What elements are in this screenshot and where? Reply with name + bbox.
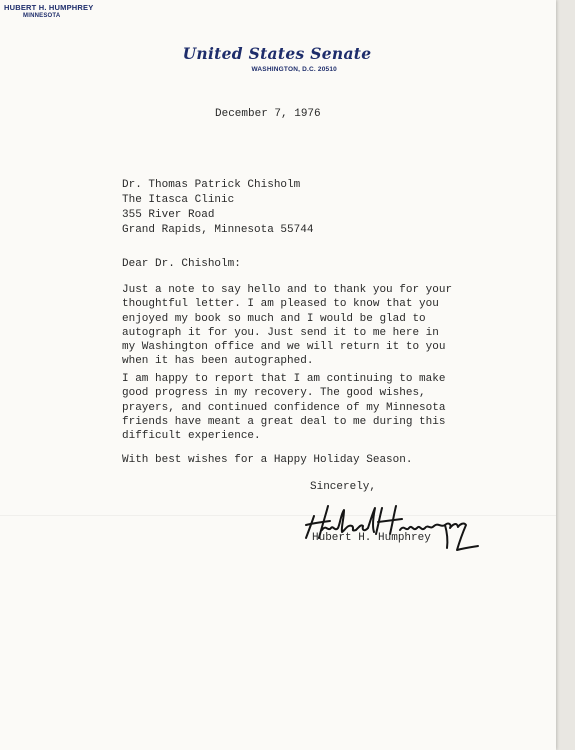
paragraph-line: when it has been autographed. bbox=[122, 355, 314, 368]
paragraph-line: Just a note to say hello and to thank you for your bbox=[122, 284, 453, 296]
paragraph-line: my Washington office and we will return it to you bbox=[122, 341, 446, 354]
letterhead-sender-state: MINNESOTA bbox=[23, 13, 61, 19]
paragraph-line: enjoyed my book so much and I would be glad to bbox=[122, 312, 426, 325]
paragraph-line: thoughtful letter. I am pleased to know that you bbox=[122, 298, 439, 311]
address-line: 355 River Road bbox=[122, 209, 215, 221]
letter-closing: Sincerely, bbox=[310, 481, 377, 493]
paragraph-line: friends have meant a great deal to me during this bbox=[122, 415, 446, 428]
paragraph-line: I am happy to report that I am continuing to make bbox=[122, 373, 446, 385]
paragraph-line: autograph it for you. Just send it to me here in bbox=[122, 326, 439, 339]
recipient-address bbox=[122, 178, 313, 238]
signer-name: Hubert H. Humphrey bbox=[312, 532, 431, 544]
body-paragraph-2 bbox=[122, 372, 445, 443]
salutation: Dear Dr. Chisholm: bbox=[122, 258, 241, 270]
handwritten-signature bbox=[300, 494, 500, 554]
paragraph-line: good progress in my recovery. The good wishes, bbox=[122, 387, 426, 400]
address-line: The Itasca Clinic bbox=[122, 194, 235, 206]
address-line: Grand Rapids, Minnesota 55744 bbox=[122, 224, 314, 236]
paragraph-line: prayers, and continued confidence of my Minnesota bbox=[122, 401, 446, 414]
address-line: Dr. Thomas Patrick Chisholm bbox=[122, 179, 301, 191]
letterhead-sender-name: HUBERT H. HUMPHREY bbox=[4, 3, 94, 12]
body-paragraph-3 bbox=[122, 453, 412, 467]
paragraph-line: With best wishes for a Happy Holiday Season. bbox=[122, 454, 413, 466]
letterhead-institution: United States Senate bbox=[182, 44, 372, 63]
letterhead-city: WASHINGTON, D.C. 20510 bbox=[251, 66, 337, 73]
paragraph-line: difficult experience. bbox=[122, 430, 261, 443]
body-paragraph-1 bbox=[122, 283, 452, 369]
letter-date: December 7, 1976 bbox=[215, 108, 321, 120]
